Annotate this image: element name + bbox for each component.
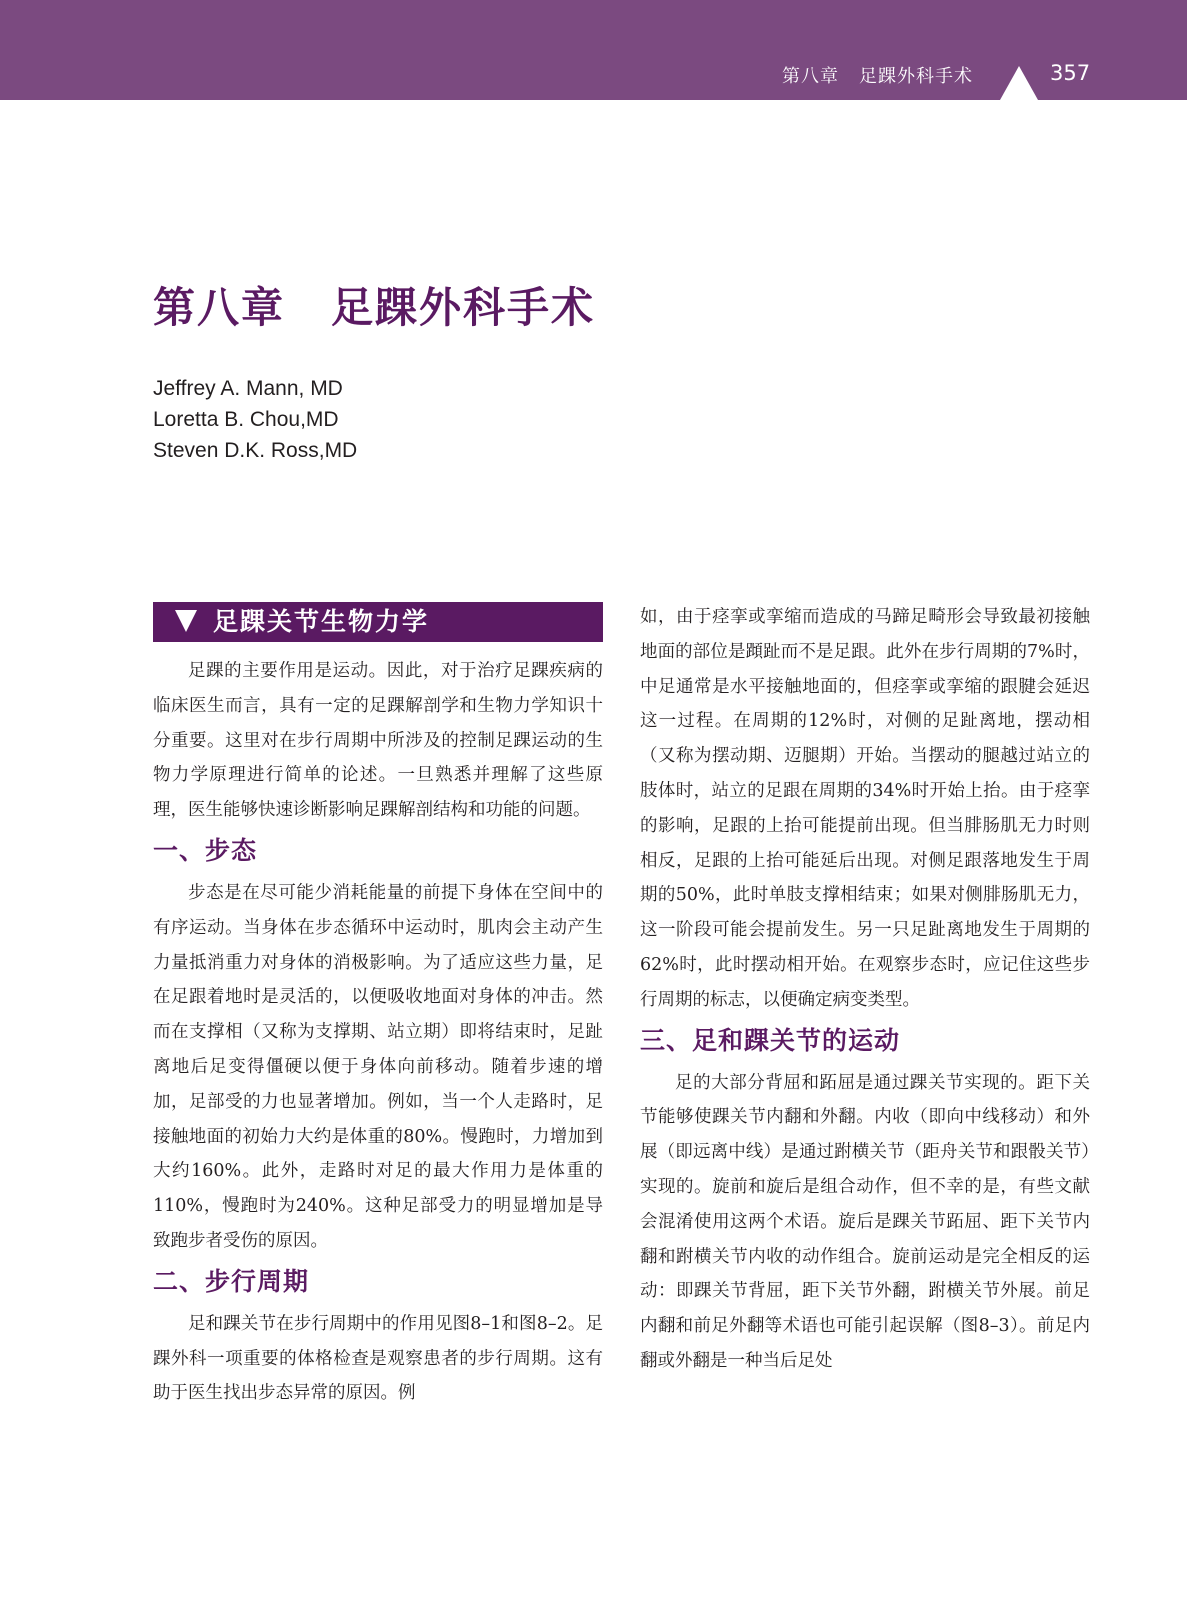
intro-paragraph: 足踝的主要作用是运动。因此，对于治疗足踝疾病的临床医生而言，具有一定的足踝解剖学和生物力学知识十分重要。这里对在步行周期中所涉及的控制足踝运动的生物力学原理进行简单的论述。一旦熟悉并理解了这些原理，医生能够快速诊断影响足踝解剖结构和功能的问题。: [153, 661, 603, 821]
chapter-name: 足踝外科手术: [331, 283, 596, 332]
gait-paragraph: 步态是在尽可能少消耗能量的前提下身体在空间中的有序运动。当身体在步态循环中运动时，肌肉会主动产生力量抵消重力对身体的消极影响。为了适应这些力量，足在足跟着地时是灵活的，以便吸收地面对身体的冲击。然而在支撑相（又称为支撑期、站立期）即将结束时，足趾离地后足变得僵硬以便于身体向前移动。随着步速的增加，足部受的力也显著增加。例如，当一个人走路时，足接触地面的初始力大约是体重的80%。慢跑时，力增加到大约160%。此外，走路时对足的最大作用力是体重的110%，慢跑时为240%。这种足部受力的明显增加是导致跑步者受伤的原因。: [153, 882, 603, 1251]
left-column: [153, 602, 603, 1411]
subsection-heading-motion: 三、足和踝关节的运动: [640, 1025, 901, 1055]
gait-cycle-paragraph-continued: 如，由于痉挛或挛缩而造成的马蹄足畸形会导致最初接触地面的部位是蹞趾而不是足跟。此外在步行周期的7%时，中足通常是水平接触地面的，但痉挛或挛缩的跟腱会延迟这一过程。在周期的12%时，对侧的足趾离地，摆动相（又称为摆动期、迈腿期）开始。当摆动的腿越过站立的肢体时，站立的足跟在周期的34%时开始上抬。由于痉挛的影响，足跟的上抬可能提前出现。但当腓肠肌无力时则相反，足跟的上抬可能延后出现。对侧足跟落地发生于周期的50%，此时单肢支撑相结束；如果对侧腓肠肌无力，这一阶段可能会提前发生。另一只足趾离地发生于周期的62%时，此时摆动相开始。在观察步态时，应记住这些步行周期的标志，以便确定病变类型。: [640, 607, 1090, 1010]
triangle-marker: [1000, 66, 1038, 100]
chapter-number: 第八章: [153, 283, 286, 332]
author-name: Jeffrey A. Mann, MD: [153, 377, 343, 400]
section-heading: 足踝关节生物力学: [213, 607, 430, 636]
subsection-heading-gait-cycle: 二、步行周期: [153, 1266, 310, 1296]
chapter-title: [153, 275, 595, 335]
author-list: [153, 373, 357, 466]
author-name: Loretta B. Chou,MD: [153, 408, 339, 431]
author-name: Steven D.K. Ross,MD: [153, 439, 358, 462]
section-banner: [153, 602, 603, 642]
running-head-title: 足踝外科手术: [859, 66, 973, 87]
subsection-heading-gait: 一、步态: [153, 835, 258, 865]
running-head-chapter: 第八章: [782, 66, 839, 87]
gait-cycle-paragraph: 足和踝关节在步行周期中的作用见图8–1和图8–2。足踝外科一项重要的体格检查是观察患者的步行周期。这有助于医生找出步态异常的原因。例: [153, 1313, 603, 1404]
banner-triangle-icon: [175, 610, 197, 632]
page-number: 357: [1050, 61, 1091, 85]
running-head: [782, 62, 973, 88]
right-column: [640, 600, 1090, 1379]
motion-paragraph: 足的大部分背屈和跖屈是通过踝关节实现的。距下关节能够使踝关节内翻和外翻。内收（即向中线移动）和外展（即远离中线）是通过跗横关节（距舟关节和跟骰关节）实现的。旋前和旋后是组合动作，但不幸的是，有些文献会混淆使用这两个术语。旋后是踝关节跖屈、距下关节内翻和跗横关节内收的动作组合。旋前运动是完全相反的运动：即踝关节背屈，距下关节外翻，跗横关节外展。前足内翻和前足外翻等术语也可能引起误解（图8–3）。前足内翻或外翻是一种当后足处: [640, 1072, 1090, 1371]
